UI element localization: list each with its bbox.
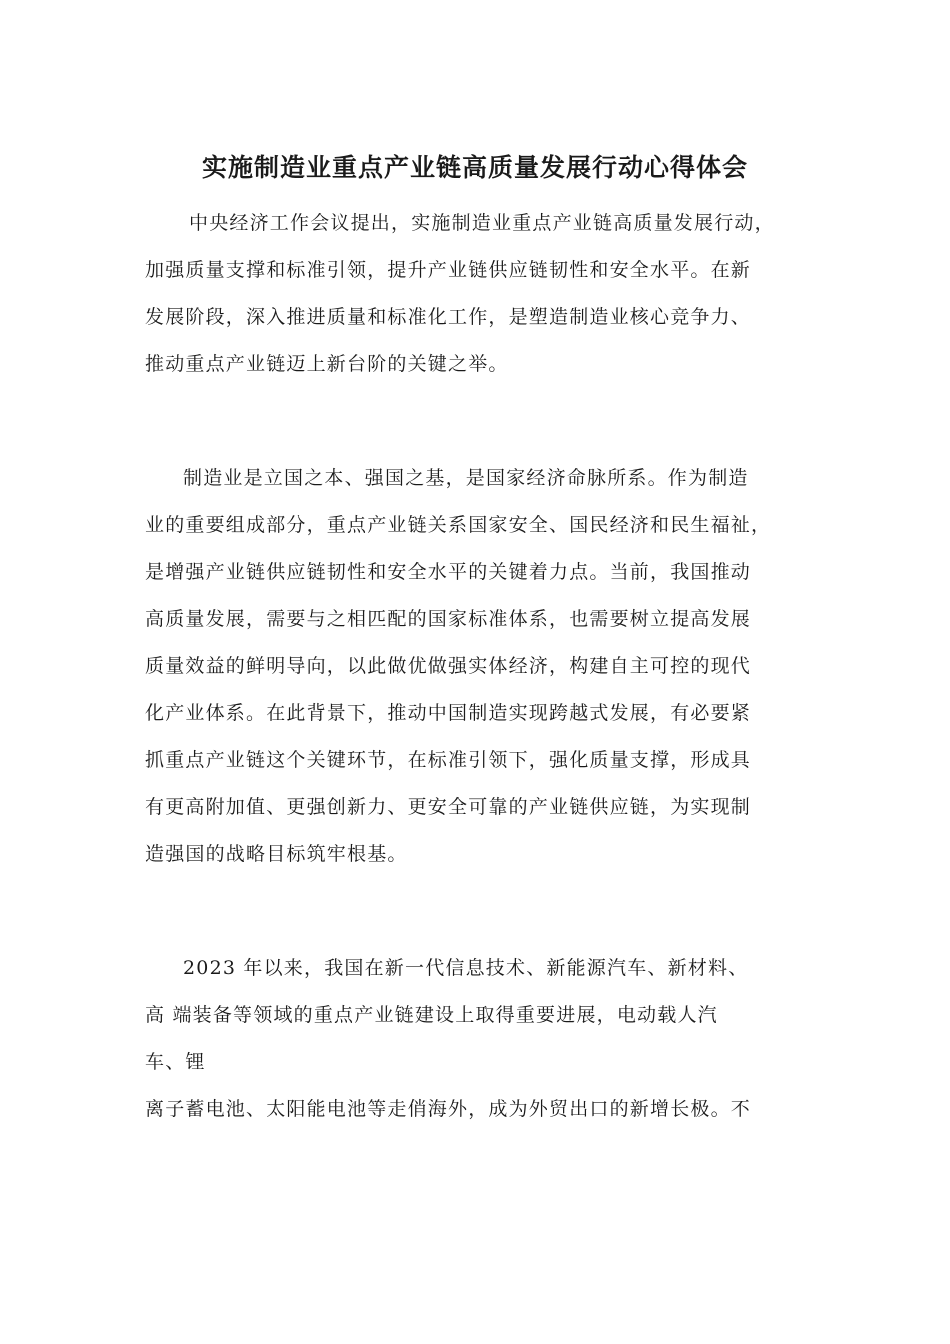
paragraph-line: 化产业体系。在此背景下，推动中国制造实现跨越式发展，有必要紧	[145, 702, 752, 724]
paragraph-line: 中央经济工作会议提出，实施制造业重点产业链高质量发展行动，	[189, 212, 775, 234]
paragraph-line: 业的重要组成部分，重点产业链关系国家安全、国民经济和民生福祉，	[145, 514, 772, 536]
paragraph-line: 高质量发展，需要与之相匹配的国家标准体系，也需要树立提高发展	[145, 608, 752, 630]
paragraph-line: 制造业是立国之本、强国之基，是国家经济命脉所系。作为制造	[183, 467, 749, 489]
paragraph-line: 有更高附加值、更强创新力、更安全可靠的产业链供应链，为实现制	[145, 796, 752, 818]
paragraph-line: 造强国的战略目标筑牢根基。	[145, 843, 408, 865]
paragraph-line: 离子蓄电池、太阳能电池等走俏海外，成为外贸出口的新增长极。不	[145, 1098, 752, 1120]
paragraph-line: 高 端装备等领域的重点产业链建设上取得重要进展，电动载人汽	[145, 1004, 718, 1026]
paragraph-3	[145, 950, 825, 1138]
paragraph-line: 加强质量支撑和标准引领，提升产业链供应链韧性和安全水平。在新	[145, 259, 752, 281]
paragraph-line: 是增强产业链供应链韧性和安全水平的关键着力点。当前，我国推动	[145, 561, 752, 583]
paragraph-line: 发展阶段，深入推进质量和标准化工作，是塑造制造业核心竞争力、	[145, 306, 752, 328]
document-title: 实施制造业重点产业链高质量发展行动心得体会	[201, 153, 748, 182]
paragraph-2	[145, 460, 825, 883]
paragraph-1	[145, 205, 825, 393]
paragraph-line: 推动重点产业链迈上新台阶的关键之举。	[145, 353, 509, 375]
paragraph-line: 质量效益的鲜明导向，以此做优做强实体经济，构建自主可控的现代	[145, 655, 752, 677]
paragraph-line: 车、锂	[145, 1051, 206, 1073]
paragraph-line: 2023 年以来，我国在新一代信息技术、新能源汽车、新材料、	[183, 957, 749, 979]
paragraph-line: 抓重点产业链这个关键环节，在标准引领下，强化质量支撑，形成具	[145, 749, 752, 771]
